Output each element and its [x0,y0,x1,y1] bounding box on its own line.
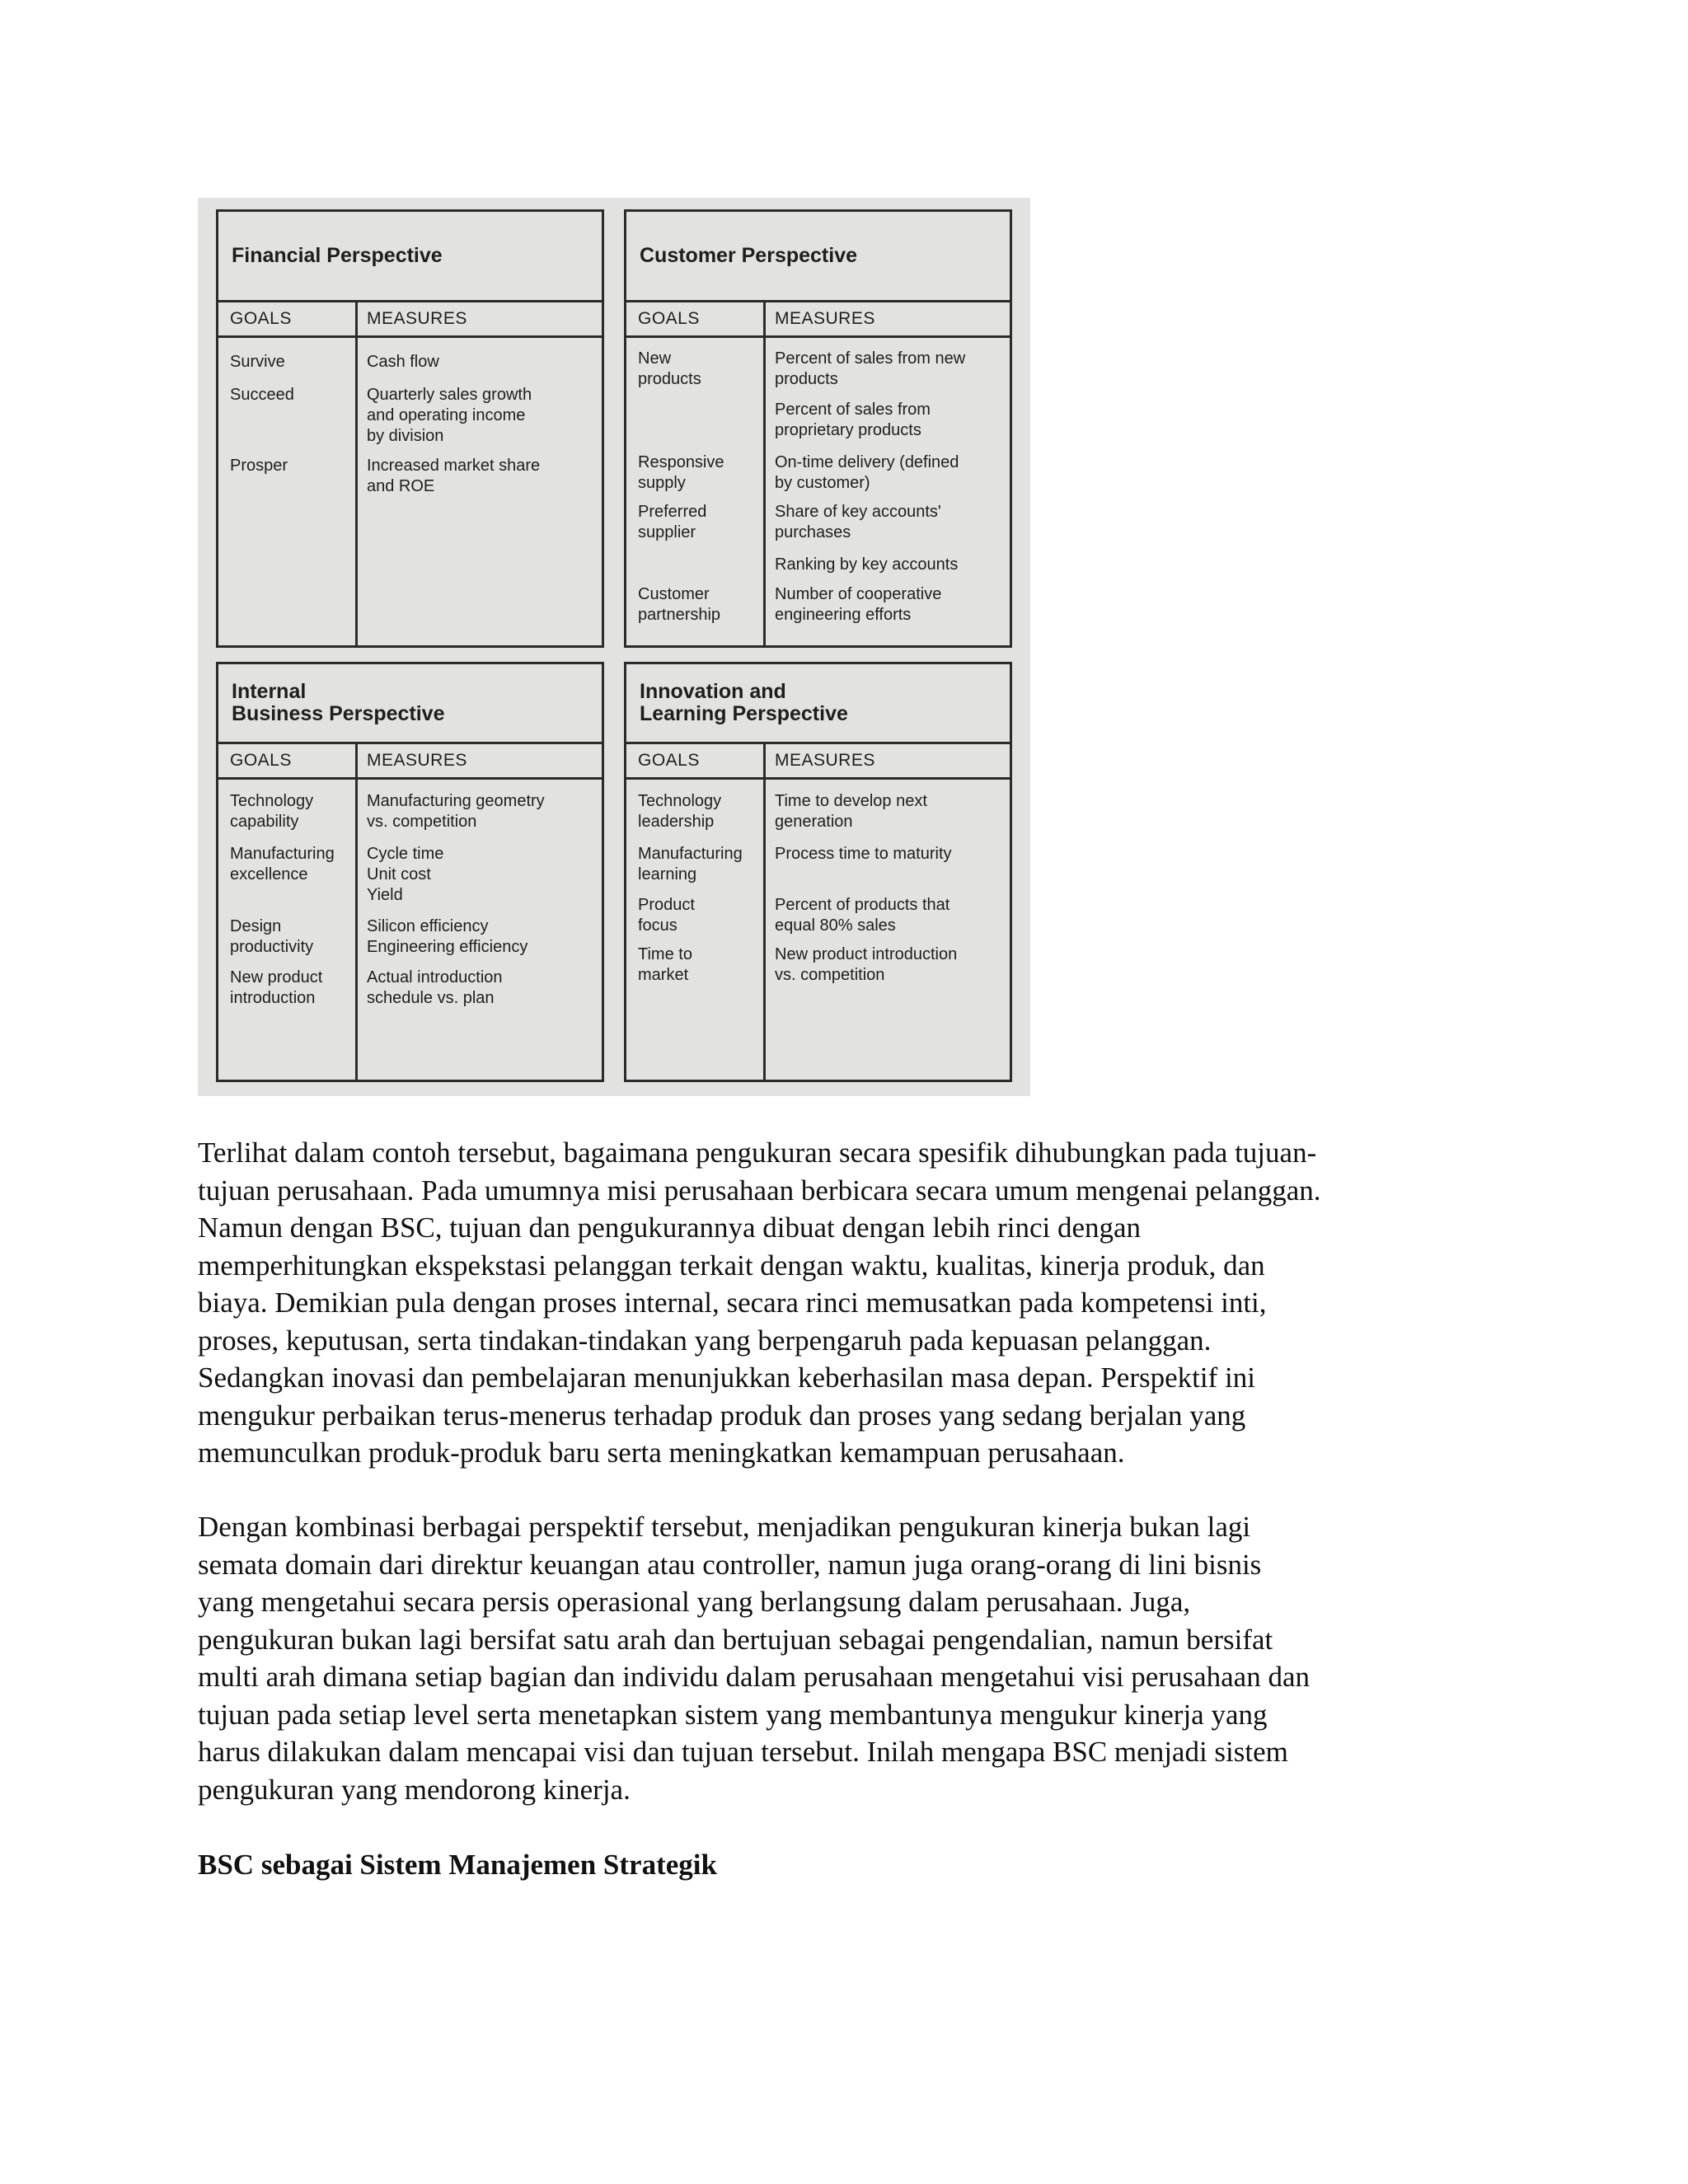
measure-item: Cash flow [367,353,439,371]
panel-column-header [626,300,1010,338]
panel-title: Internal Business Perspective [218,664,602,744]
goal-item: Prosper [230,457,288,475]
paragraph-line: memperhitungkan ekspekstasi pelanggan terkait dengan waktu, kualitas, kinerja produk, dan [198,1249,1265,1282]
goal-item: Survive [230,353,285,371]
goals-header: GOALS [638,309,700,328]
balanced-scorecard-figure [198,198,1030,1096]
measure-item: Cycle time Unit cost Yield [367,845,444,904]
financial-perspective-panel [216,209,604,648]
column-divider [355,742,358,1080]
goal-item: Technology capability [230,792,314,831]
paragraph-1 [198,1134,1500,1472]
panel-title: Financial Perspective [218,212,602,302]
measure-item: Process time to maturity [775,845,952,863]
customer-perspective-panel [624,209,1012,648]
paragraph-line: multi arah dimana setiap bagian dan individu dalam perusahaan mengetahui visi perusahaan dan [198,1661,1311,1693]
measures-header: MEASURES [367,751,467,770]
goal-item: Preferred supplier [638,503,707,541]
goals-header: GOALS [230,309,292,328]
goal-item: New products [638,349,701,388]
column-divider [763,742,766,1080]
paragraph-line: mengukur perbaikan terus-menerus terhadap produk dan proses yang sedang berjalan yang [198,1399,1246,1432]
goal-item: Customer partnership [638,585,721,624]
measure-item: Time to develop next generation [775,792,927,831]
goal-item: Manufacturing learning [638,845,743,883]
goal-item: Design productivity [230,917,314,956]
paragraph-line: proses, keputusan, serta tindakan-tindakan yang berpengaruh pada kepuasan pelanggan. [198,1324,1212,1357]
column-divider [763,300,766,645]
panel-column-header [218,742,602,780]
paragraph-line: Namun dengan BSC, tujuan dan pengukurannya dibuat dengan lebih rinci dengan [198,1212,1142,1244]
measure-item: Silicon efficiency Engineering efficiency [367,917,528,956]
goal-item: Responsive supply [638,453,724,492]
paragraph-line: tujuan pada setiap level serta menetapkan sistem yang membantunya mengukur kinerja yang [198,1698,1268,1731]
paragraph-line: Terlihat dalam contoh tersebut, bagaimana pengukuran secara spesifik dihubungkan pada tujuan- [198,1137,1317,1169]
goal-item: Manufacturing excellence [230,845,335,883]
measure-item: Quarterly sales growth and operating income by division [367,386,532,445]
measure-item: Share of key accounts' purchases [775,503,941,541]
measures-header: MEASURES [775,751,875,770]
panel-title: Customer Perspective [626,212,1010,302]
panel-title: Innovation and Learning Perspective [626,664,1010,744]
measure-item: Percent of sales from new products [775,349,966,388]
measure-item: Percent of sales from proprietary products [775,401,931,439]
paragraph-line: pengukuran yang mendorong kinerja. [198,1773,631,1806]
paragraph-line: yang mengetahui secara persis operasional yang berlangsung dalam perusahaan. Juga, [198,1586,1191,1618]
panel-column-header [626,742,1010,780]
goals-header: GOALS [638,751,700,770]
paragraph-line: pengukuran bukan lagi bersifat satu arah dan bertujuan sebagai pengendalian, namun bersifat [198,1623,1273,1656]
measure-item: New product introduction vs. competition [775,945,958,984]
paragraph-line: harus dilakukan dalam mencapai visi dan tujuan tersebut. Inilah mengapa BSC menjadi sistem [198,1736,1288,1768]
column-divider [355,300,358,645]
measure-item: On-time delivery (defined by customer) [775,453,959,492]
paragraph-line: Sedangkan inovasi dan pembelajaran menunjukkan keberhasilan masa depan. Perspektif ini [198,1361,1255,1394]
section-heading: BSC sebagai Sistem Manajemen Strategik [198,1849,717,1881]
measure-item: Number of cooperative engineering efforts [775,585,942,624]
measures-header: MEASURES [367,309,467,328]
measure-item: Actual introduction schedule vs. plan [367,968,503,1007]
paragraph-line: tujuan perusahaan. Pada umumnya misi perusahaan berbicara secara umum mengenai pelanggan. [198,1174,1321,1207]
paragraph-line: Dengan kombinasi berbagai perspektif tersebut, menjadikan pengukuran kinerja bukan lagi [198,1511,1251,1543]
goal-item: Time to market [638,945,692,984]
measure-item: Manufacturing geometry vs. competition [367,792,545,831]
paragraph-line: biaya. Demikian pula dengan proses internal, secara rinci memusatkan pada kompetensi inti, [198,1286,1267,1319]
goal-item: Succeed [230,386,294,404]
innovation-learning-perspective-panel [624,662,1012,1082]
goal-item: Technology leadership [638,792,722,831]
internal-business-perspective-panel [216,662,604,1082]
paragraph-line: semata domain dari direktur keuangan atau controller, namun juga orang-orang di lini bisnis [198,1548,1262,1581]
measure-item: Percent of products that equal 80% sales [775,896,950,935]
paragraph-line: memunculkan produk-produk baru serta meningkatkan kemampuan perusahaan. [198,1436,1125,1469]
measure-item: Increased market share and ROE [367,457,541,495]
panel-column-header [218,300,602,338]
measure-item: Ranking by key accounts [775,555,959,574]
goals-header: GOALS [230,751,292,770]
measures-header: MEASURES [775,309,875,328]
goal-item: New product introduction [230,968,323,1007]
goal-item: Product focus [638,896,695,935]
paragraph-2 [198,1508,1500,1808]
